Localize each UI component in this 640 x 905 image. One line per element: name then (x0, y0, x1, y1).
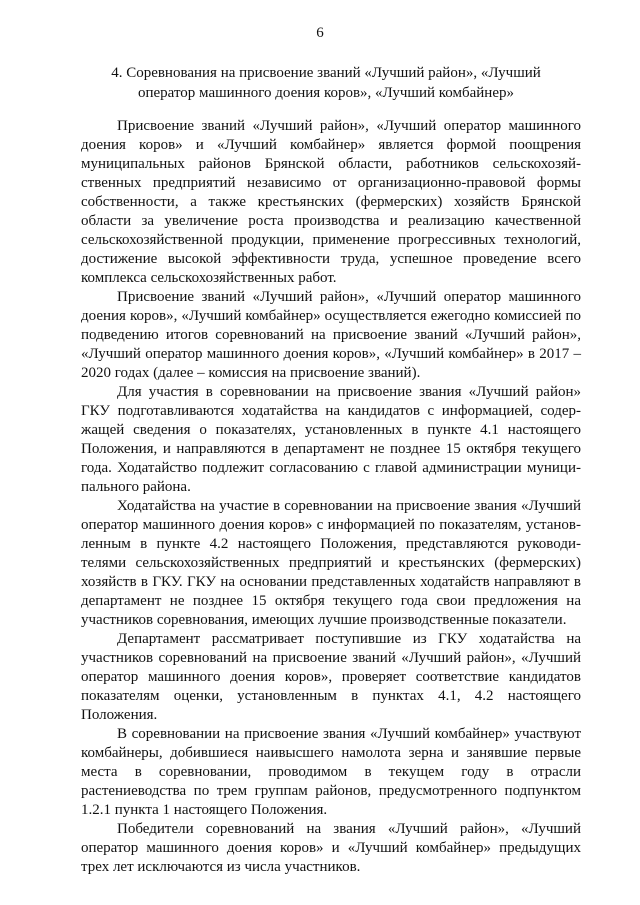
section-heading: 4. Соревнования на присвоение званий «Лучший район», «Лучший оператор машинного доения коров», «Лучший комбайнер» (111, 65, 541, 101)
paragraph-best-milking-operator: Ходатайства на участие в соревновании на присвоение звания «Лучший оператор машинного доения коров» с информацией по показателям, установленным в пункте 4.2 настоящего Положения, представляются руководителями сельскохозяйственных предприятий и крестьянских (фермерских) хозяйств в ГКУ. ГКУ на основании представленных ходатайств направляют в департамент не позднее 15 октября текущего года свои предложения на участников соревнования, имеющих лучшие производственные показатели. (81, 498, 581, 628)
paragraph-best-combiner: В соревновании на присвоение звания «Лучший комбайнер» участвуют комбайнеры, добившиеся наивысшего намолота зерна и занявшие первые места в соревновании, проводимом в текущем году в отрасли растениеводства по трем группам районов, предусмотренного подпунктом 1.2.1 пункта 1 настоящего Положения. (81, 726, 581, 818)
paragraph-previous-winners: Победители соревнований на звания «Лучший район», «Лучший оператор машинного доения коров» и «Лучший комбайнер» предыдущих трех лет исключаются из числа участников. (81, 821, 581, 875)
section-body (81, 117, 581, 877)
page-number: 6 (316, 25, 324, 41)
paragraph-commission: Присвоение званий «Лучший район», «Лучший оператор машинного доения коров», «Лучший комбайнер» осуществляется ежегодно комиссией по подведению итогов соревнований на присвоение званий «Лучший район», «Лучший оператор машинного доения коров», «Лучший комбайнер» в 2017 – 2020 годах (далее – комиссия на присвоение званий). (81, 289, 581, 381)
paragraph-department-review: Департамент рассматривает поступившие из ГКУ ходатайства на участников соревнований на присвоение званий «Лучший район», «Лучший оператор машинного доения коров», проверяет соответствие кандидатов показателям оценки, установленным в пунктах 4.1, 4.2 настоящего Положения. (81, 631, 581, 723)
paragraph-purpose: Присвоение званий «Лучший район», «Лучший оператор машинного доения коров» и «Лучший комбайнер» является формой поощрения муниципальных районов Брянской области, работников сельскохозяйственных предприятий независимо от организационно-правовой формы собственности, а также крестьянских (фермерских) хозяйств Брянской области за увеличение роста производства и реализацию качественной сельскохозяйственной продукции, применение прогрессивных технологий, достижение высокой эффективности труда, успешное проведение всего комплекса сельскохозяйственных работ. (81, 118, 581, 286)
paragraph-best-district: Для участия в соревновании на присвоение звания «Лучший район» ГКУ подготавливаются ходатайства на кандидатов с информацией, содержащей сведения о показателях, установленных в пункте 4.1 настоящего Положения, и направляются в департамент не позднее 15 октября текущего года. Ходатайство подлежит согласованию с главой администрации муниципального района. (81, 384, 581, 495)
